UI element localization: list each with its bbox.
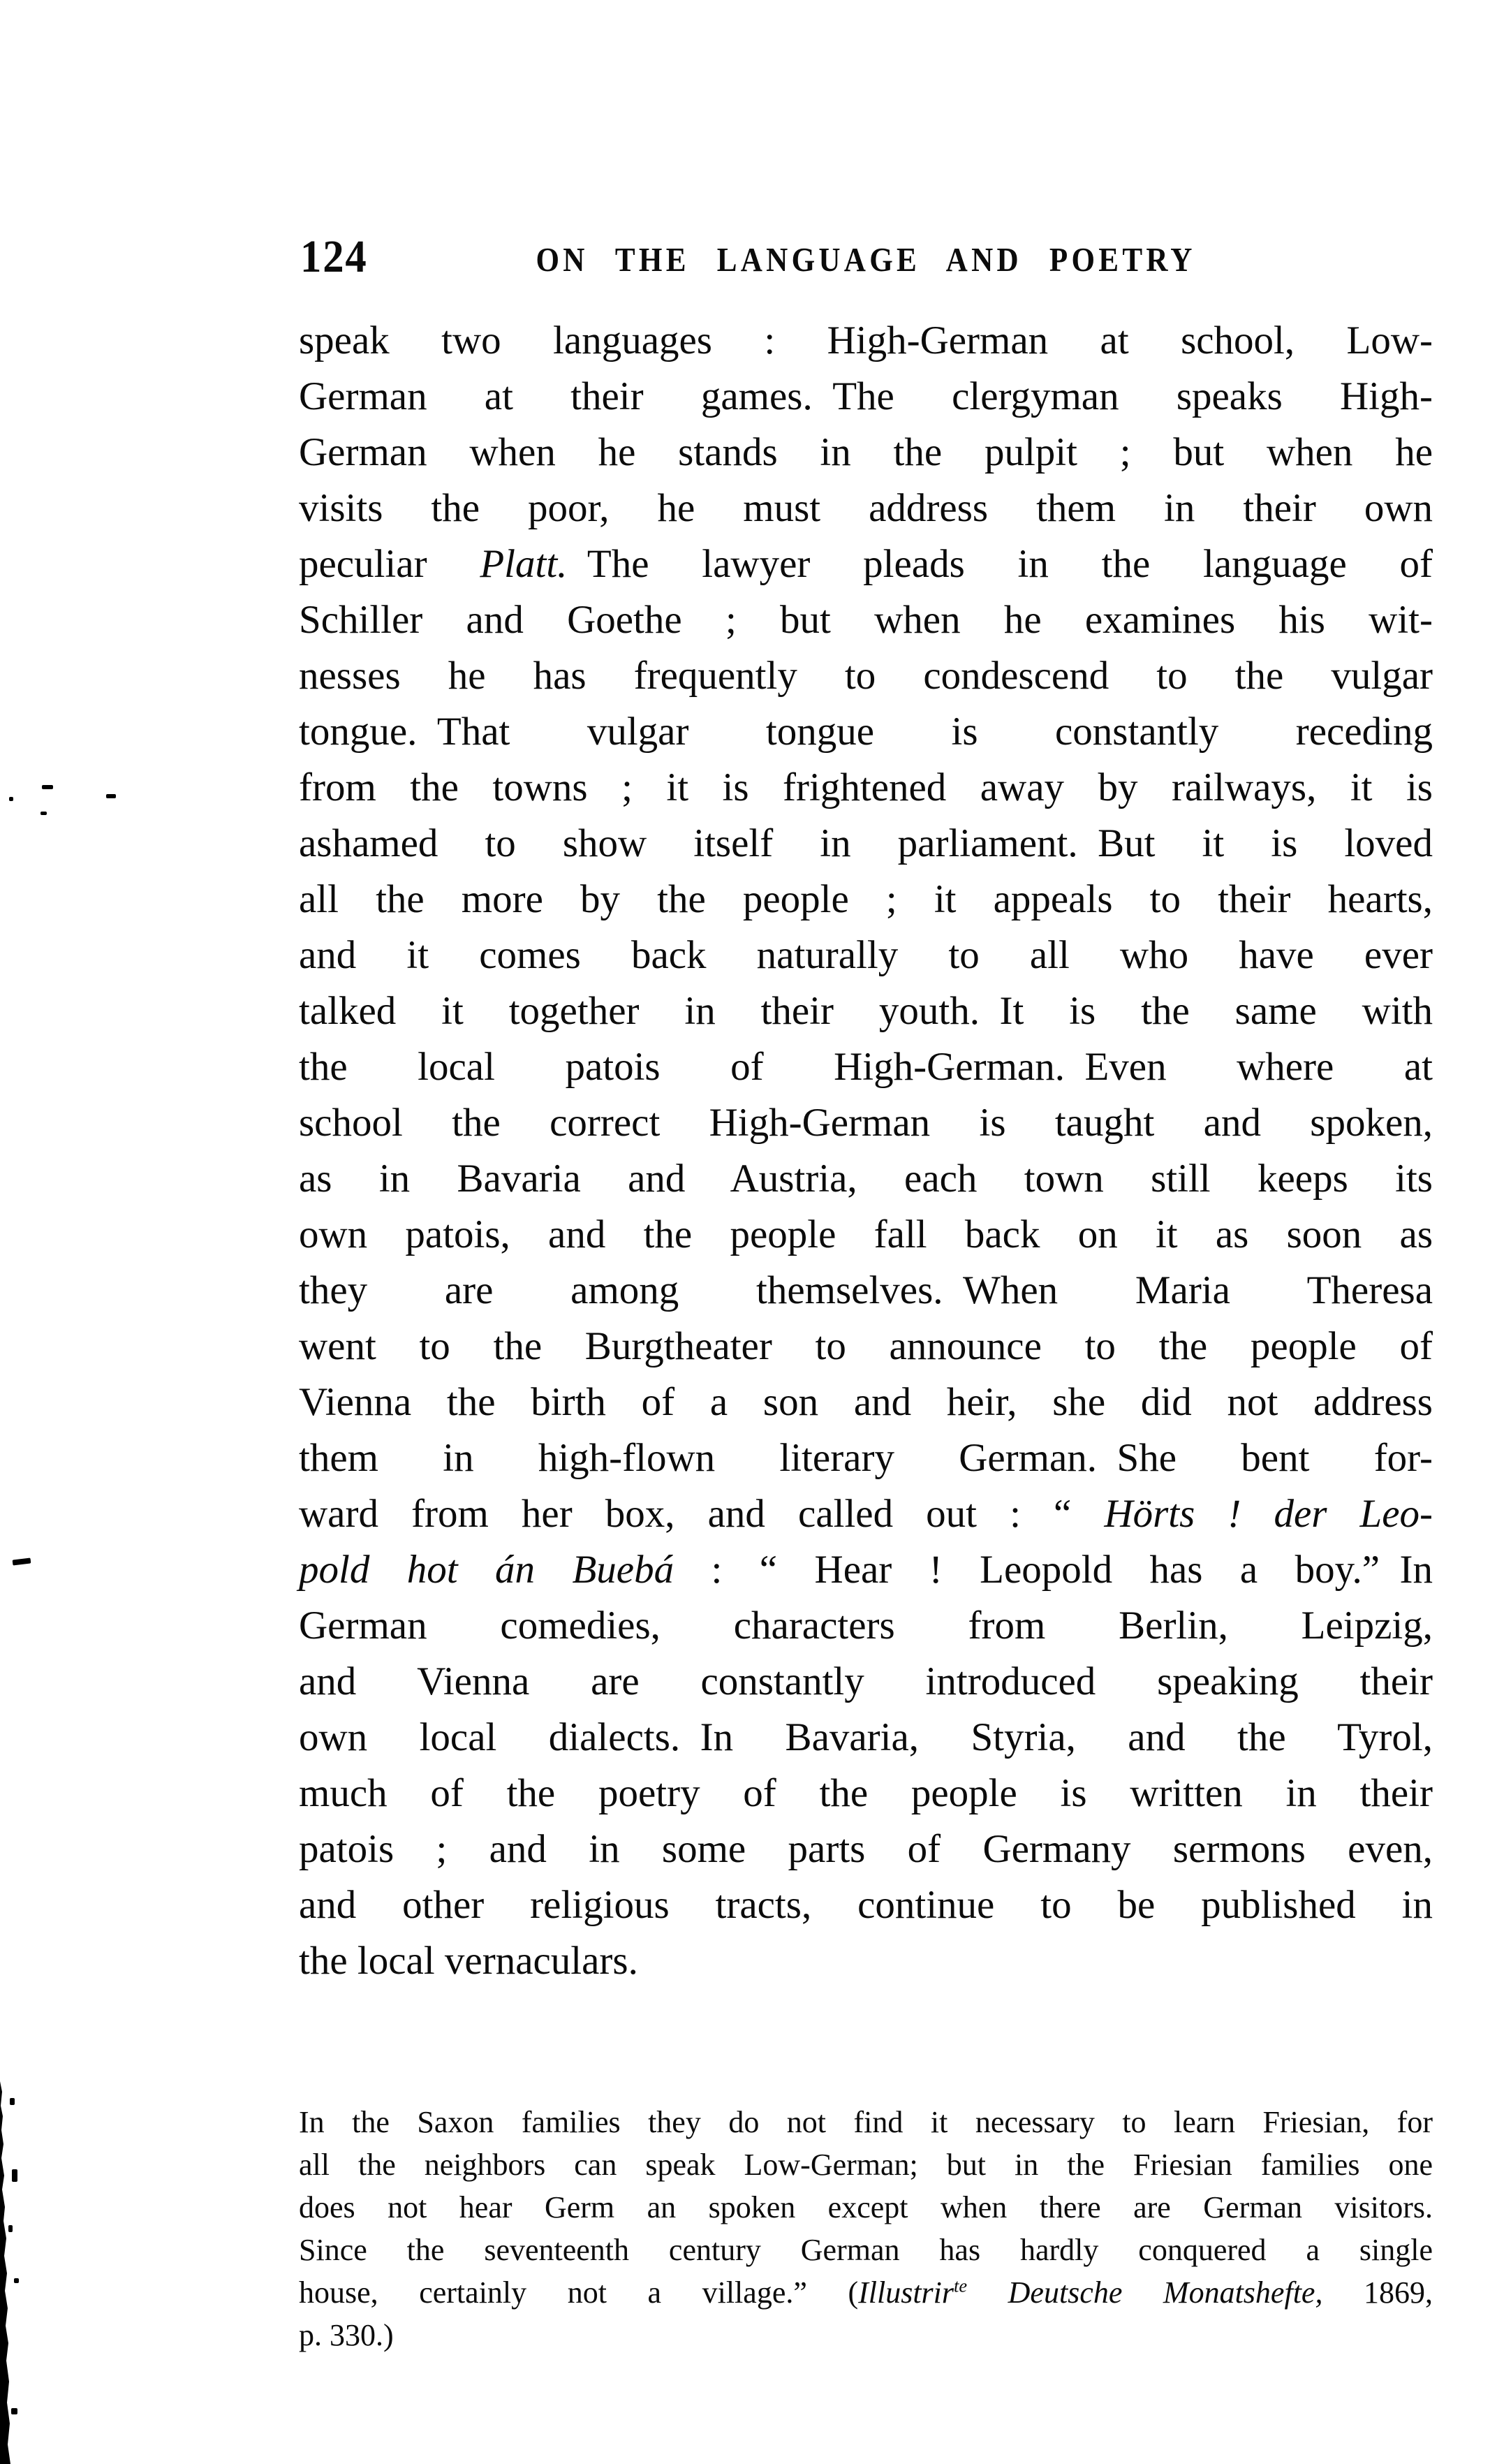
text-line: the local vernaculars. [299,1939,638,1983]
text-line: pold hot án Buebá : “ Hear ! Leopold has a boy.” In [299,1548,1433,1592]
text-line: they are among themselves. When Maria Theresa [299,1268,1433,1312]
ink-speck [42,785,53,789]
text-line: Since the seventeenth century German has hardly conquered a single [299,2233,1433,2267]
text-line: Schiller and Goethe ; but when he examines his wit- [299,598,1433,642]
running-title-text: ON THE LANGUAGE AND POETRY [536,240,1196,279]
text-line: them in high-flown literary German. She bent for- [299,1436,1433,1480]
text-line: p. 330.) [299,2318,394,2352]
text-line: German comedies, characters from Berlin, Leipzig, [299,1604,1433,1648]
text-line: peculiar Platt. The lawyer pleads in the language of [299,542,1433,586]
text-line: went to the Burgtheater to announce to the people of [299,1324,1433,1368]
page-edge-shadow [0,0,21,2464]
running-head [299,230,1433,284]
text-line: Vienna the birth of a son and heir, she did not address [299,1380,1433,1424]
text-line: tongue. That vulgar tongue is constantly receding [299,710,1433,754]
text-line: own local dialects. In Bavaria, Styria, and the Tyrol, [299,1715,1433,1759]
text-line: In the Saxon families they do not find it necessary to learn Friesian, for [299,2105,1433,2139]
text-line: patois ; and in some parts of Germany sermons even, [299,1827,1433,1871]
text-line: and other religious tracts, continue to be published in [299,1883,1433,1927]
text-line: ward from her box, and called out : “ Hörts ! der Leo- [299,1492,1433,1536]
text-line: much of the poetry of the people is written in their [299,1771,1433,1815]
text-line: and it comes back naturally to all who have ever [299,933,1433,977]
text-line: German when he stands in the pulpit ; but when he [299,430,1433,474]
text-line: speak two languages : High-German at school, Low- [299,318,1433,362]
text-line: school the correct High-German is taught and spoken, [299,1101,1433,1145]
text-line: from the towns ; it is frightened away by railways, it is [299,765,1433,809]
text-line: ashamed to show itself in parliament. But it is loved [299,821,1433,865]
text-line: German at their games. The clergyman speaks High- [299,374,1433,418]
body-text [299,313,1433,1989]
footnote-text [299,2101,1433,2356]
page-number: 124 [300,231,368,282]
ink-speck [106,794,116,798]
running-title [299,240,1433,279]
text-line: all the more by the people ; it appeals to their hearts, [299,877,1433,921]
text-line: does not hear Germ an spoken except when there are German visitors. [299,2190,1433,2224]
text-line: nesses he has frequently to condescend to the vulgar [299,654,1433,698]
text-line: talked it together in their youth. It is the same with [299,989,1433,1033]
text-line: the local patois of High-German. Even where at [299,1045,1433,1089]
ink-speck [40,812,47,815]
text-line: own patois, and the people fall back on it as soon as [299,1212,1433,1256]
text-line: visits the poor, he must address them in their own [299,486,1433,530]
text-line: as in Bavaria and Austria, each town still keeps its [299,1157,1433,1201]
text-line: house, certainly not a village.” (Illustrir$^{te}$ Deutsche Monatshefte, 1869, [299,2275,1433,2310]
text-line: and Vienna are constantly introduced speaking their [299,1659,1433,1703]
text-line: all the neighbors can speak Low-German; but in the Friesian families one [299,2148,1433,2182]
